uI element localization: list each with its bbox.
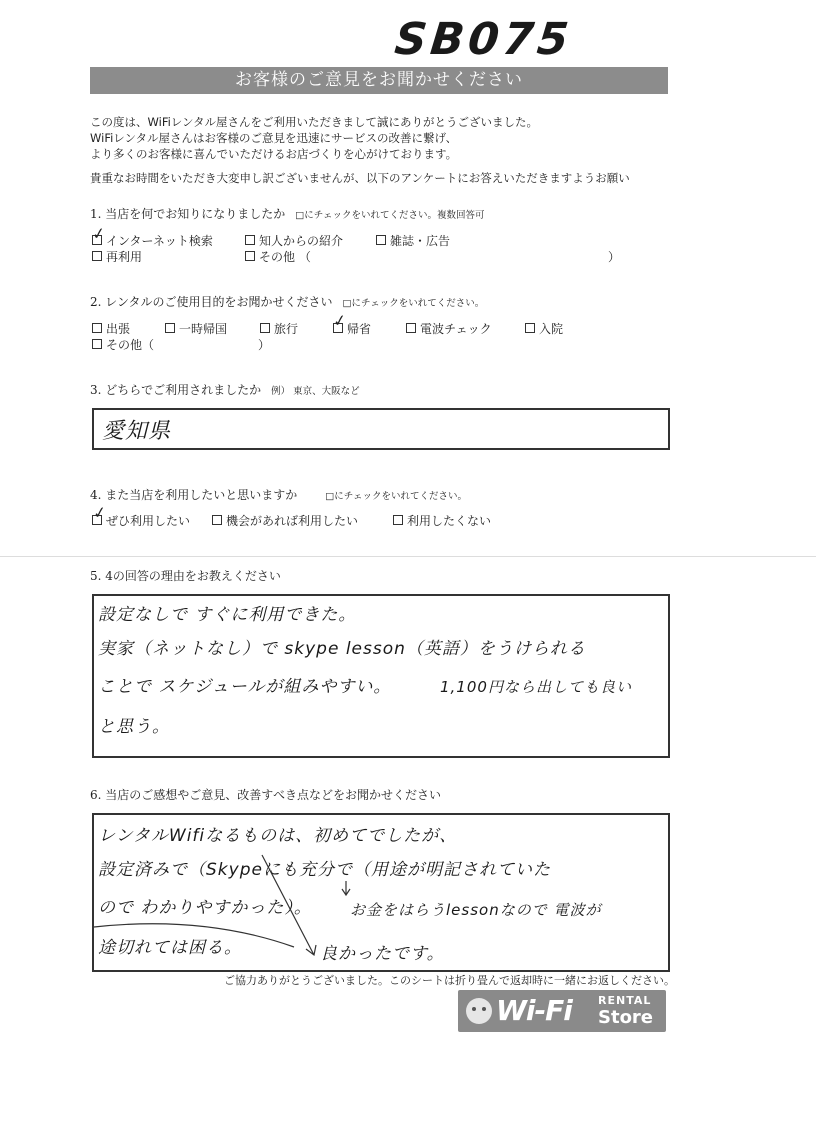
checkbox[interactable]: [376, 235, 386, 245]
q3-answer-box[interactable]: [92, 408, 670, 450]
survey-title-banner: お客様のご意見をお聞かせください: [90, 67, 668, 94]
q2-option-other[interactable]: [92, 336, 154, 353]
logo-store-text: Store: [598, 1007, 654, 1028]
checkbox[interactable]: [92, 251, 102, 261]
document-code: SB075: [392, 14, 575, 65]
q2-option-temp-return[interactable]: [165, 320, 227, 337]
q5-answer-box[interactable]: [92, 594, 670, 758]
option-label: その他 （: [259, 250, 311, 264]
option-label: 雑誌・広告: [390, 234, 451, 248]
option-label: 一時帰国: [179, 322, 228, 336]
q5-answer-line: と思う。: [98, 717, 170, 737]
q5-title: 5. 4の回答の理由をお教えください: [90, 569, 281, 583]
q2-option-signal-check[interactable]: [406, 320, 492, 337]
q6-answer-line: 良かったです。: [320, 944, 445, 964]
logo-rental-text: RENTAL: [598, 994, 652, 1007]
intro-line-4: 貴重なお時間をいただき大変申し訳ございませんが、以下のアンケートにお答えいただきますようお願い: [90, 171, 630, 185]
option-label: 出張: [106, 322, 131, 336]
q6-answer-line: お金をはらうlessonなので 電波が: [350, 901, 602, 919]
q2-option-business[interactable]: [92, 320, 130, 337]
q6-answer-line: レンタルWifiなるものは、初めてでしたが、: [98, 826, 458, 846]
option-label: 利用したくない: [407, 514, 492, 528]
q1-option-other[interactable]: [245, 248, 311, 265]
checkbox[interactable]: [92, 339, 102, 349]
underline-stroke: [94, 924, 294, 947]
q3-note: 例） 東京、大阪など: [271, 386, 360, 397]
checkbox[interactable]: [165, 323, 175, 333]
checkbox[interactable]: [406, 323, 416, 333]
q6-answer-line: ので わかりやすかった）。: [98, 898, 312, 918]
q4-title-text: 4. また当店を利用したいと思いますか: [90, 488, 298, 502]
checkbox[interactable]: [393, 515, 403, 525]
q4-option-maybe[interactable]: [212, 512, 358, 529]
intro-line-1: この度は、WiFiレンタル屋さんをご利用いただきまして誠にありがとうございました。: [90, 115, 539, 129]
checkbox[interactable]: [212, 515, 222, 525]
intro-line-2: WiFiレンタル屋さんはお客様のご意見を迅速にサービスの改善に繋げ、: [90, 131, 458, 145]
handwritten-arrows: [94, 815, 668, 970]
q1-title-text: 1. 当店を何でお知りになりましたか: [90, 207, 286, 221]
q2-title: [90, 293, 484, 310]
mascot-icon: [466, 998, 492, 1024]
q1-option-reuse[interactable]: [92, 248, 142, 265]
check-mark-icon: ✓: [91, 502, 108, 523]
q3-title-text: 3. どちらでご利用されましたか: [90, 383, 262, 397]
q2-other-close-paren: ）: [258, 338, 271, 352]
q1-title: [90, 205, 484, 222]
option-label: 再利用: [106, 250, 143, 264]
option-label: インターネット検索: [106, 234, 213, 248]
option-label: 電波チェック: [420, 322, 492, 336]
fold-line: [0, 556, 816, 557]
intro-line-3: より多くのお客様に喜んでいただけるお店づくりを心がけております。: [90, 147, 458, 161]
q6-title: 6. 当店のご感想やご意見、改善すべき点などをお聞かせください: [90, 788, 442, 802]
q1-option-internet[interactable]: [92, 232, 213, 249]
checkbox[interactable]: [92, 323, 102, 333]
q1-note: □にチェックをいれてください。複数回答可: [295, 210, 485, 221]
q5-answer-line: ことで スケジュールが組みやすい。: [98, 677, 392, 697]
q1-option-friend[interactable]: [245, 232, 343, 249]
q5-answer-line: 実家（ネットなし）で skype lesson（英語）をうけられる: [98, 639, 586, 659]
option-label: 知人からの紹介: [259, 234, 344, 248]
option-label: 帰省: [347, 322, 372, 336]
q3-answer-text: 愛知県: [102, 419, 172, 444]
checkbox[interactable]: [245, 235, 255, 245]
q5-answer-line: 設定なしで すぐに利用できた。: [98, 605, 357, 625]
q1-option-magazine[interactable]: [376, 232, 450, 249]
check-mark-icon: ✓: [90, 223, 107, 244]
option-label: その他（: [106, 338, 155, 352]
q2-title-text: 2. レンタルのご使用目的をお聞かせください: [90, 295, 333, 309]
option-label: ぜひ利用したい: [106, 514, 191, 528]
check-mark-icon: ✓: [331, 310, 348, 331]
checkbox[interactable]: [260, 323, 270, 333]
q1-other-close-paren: ）: [608, 250, 621, 264]
arrow-mark: [342, 881, 350, 895]
checkbox[interactable]: [525, 323, 535, 333]
q2-note: □にチェックをいれてください。: [342, 298, 485, 309]
q6-answer-line: 設定済みで（Skypeにも充分で（用途が明記されていた: [98, 860, 551, 880]
option-label: 旅行: [274, 322, 299, 336]
q2-option-hospital[interactable]: [525, 320, 563, 337]
q2-option-travel[interactable]: [260, 320, 298, 337]
q6-answer-line: 途切れては困る。: [98, 938, 242, 958]
option-label: 入院: [539, 322, 564, 336]
q3-title: [90, 381, 360, 398]
option-label: 機会があれば利用したい: [226, 514, 359, 528]
q4-title: [90, 486, 467, 503]
q6-answer-box[interactable]: [92, 813, 670, 972]
wifi-rental-store-logo: [458, 990, 666, 1032]
q5-answer-line: 1,100円なら出しても良い: [440, 678, 632, 696]
footer-note: ご協力ありがとうございました。このシートは折り畳んで返却時に一緒にお返しください。: [224, 974, 675, 987]
logo-wifi-text: Wi-Fi: [496, 994, 572, 1027]
q4-note: □にチェックをいれてください。: [325, 491, 467, 502]
checkbox[interactable]: [245, 251, 255, 261]
q4-option-no[interactable]: [393, 512, 491, 529]
